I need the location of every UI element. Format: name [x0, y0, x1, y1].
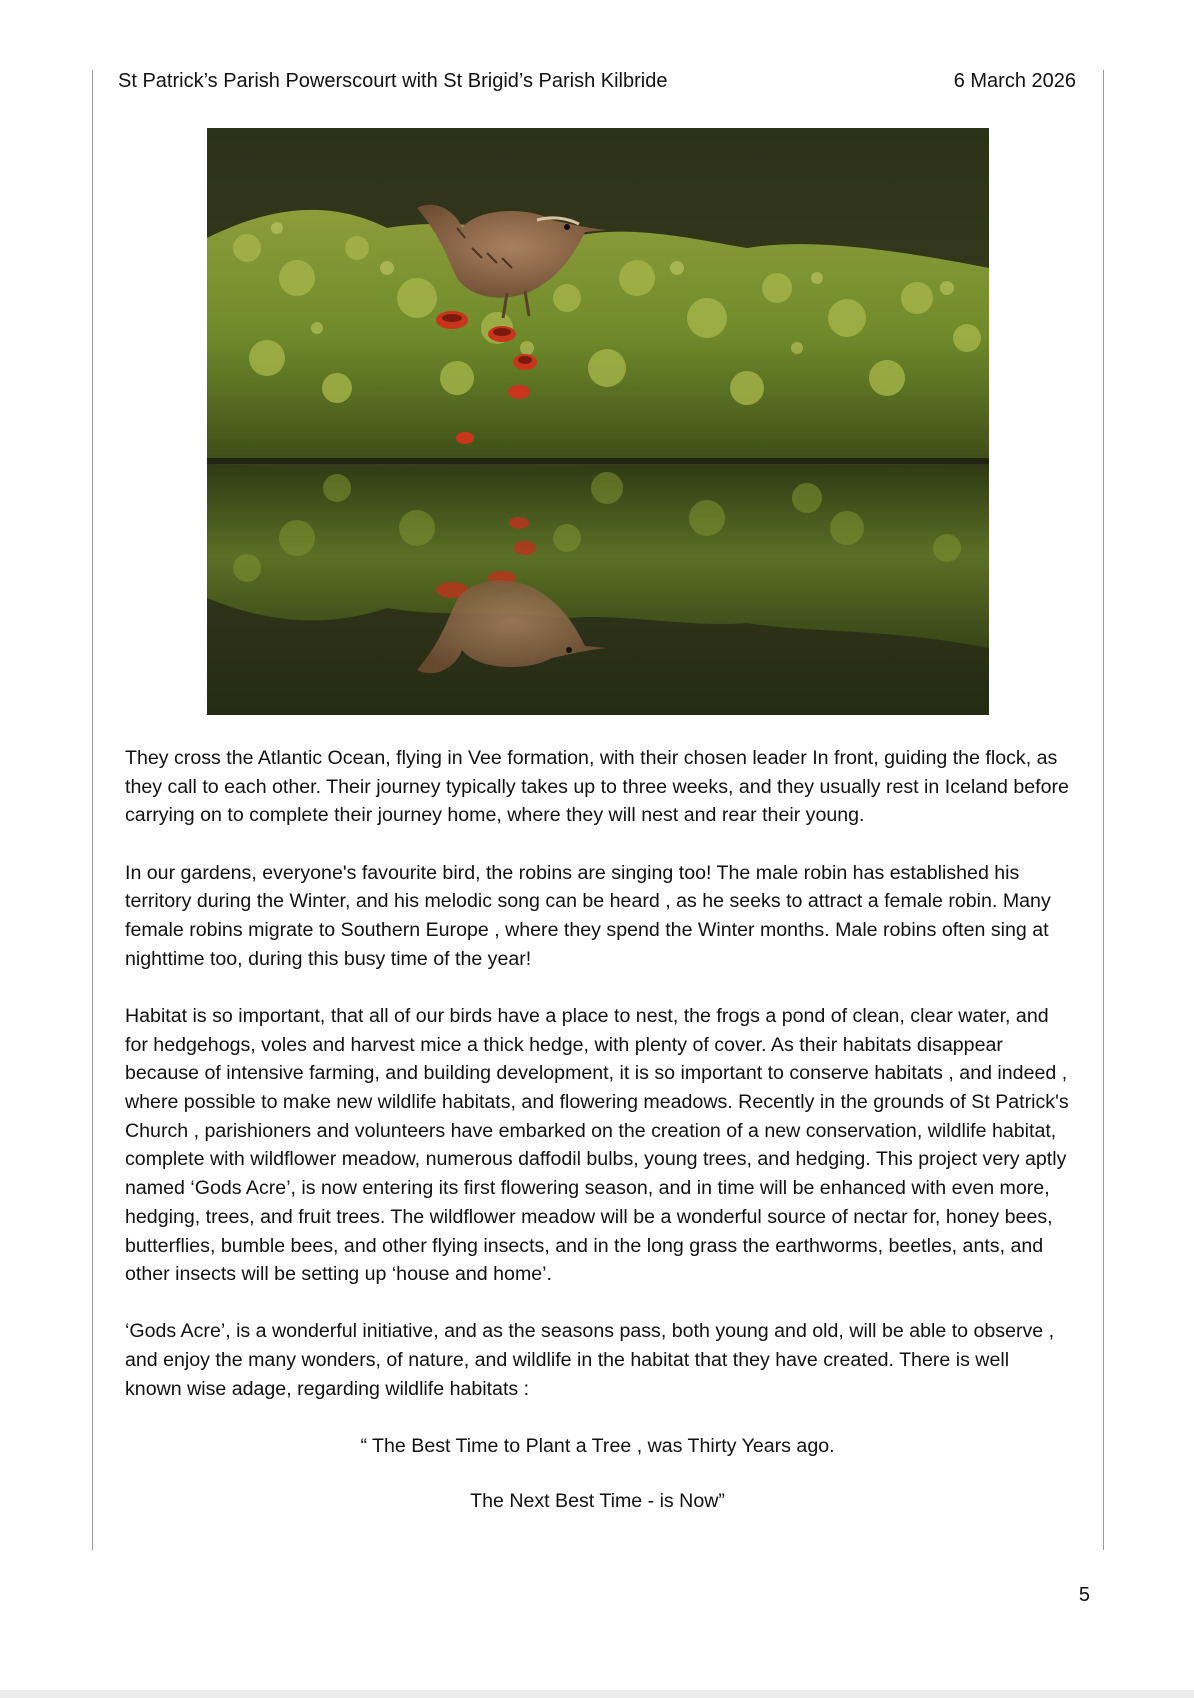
parish-name: St Patrick’s Parish Powerscourt with St Brigid’s Parish Kilbride — [118, 70, 668, 92]
left-margin-rule — [92, 70, 93, 1550]
quote-line-2: The Next Best Time - is Now” — [470, 1489, 725, 1512]
paragraph-migration: They cross the Atlantic Ocean, flying in Vee formation, with their chosen leader In front, guiding the flock, as they call to each other. Their journey typically takes up to three weeks, and they usually rest in Iceland before carrying on to complete their journey home, where they will nest and rear their young. — [125, 747, 1069, 827]
issue-date: 6 March 2026 — [953, 70, 1076, 92]
page-number: 5 — [1078, 1584, 1090, 1606]
page-bottom-band — [0, 1690, 1194, 1698]
paragraph-robins: In our gardens, everyone's favourite bird, the robins are singing too! The male robin has established his territory during the Winter, and his melodic song can be heard , as he seeks to attract a female robin. Many female robins migrate to Southern Europe , where they spend the Winter months. Male robins often sing at nighttime too, during this busy time of the year! — [125, 861, 1051, 970]
wren-on-moss-with-reflection-icon — [207, 128, 989, 715]
right-margin-rule — [1103, 70, 1104, 1550]
paragraph-habitat: Habitat is so important, that all of our birds have a place to nest, the frogs a pond of clean, clear water, and for hedgehogs, voles and harvest mice a thick hedge, with plenty of cover. As their habitats disappear because of intensive farming, and building development, it is so important to conserve habitats , and indeed , where possible to make new wildlife habitats, and flowering meadows. Recently in the grounds of St Patrick's Church , parishioners and volunteers have embarked on the creation of a new conservation, wildlife habitat, complete with wildflower meadow, numerous daffodil bulbs, young trees, and hedging. This project very aptly named ‘Gods Acre’, is now entering its first flowering season, and in time will be enhanced with even more, hedging, trees, and fruit trees. The wildflower meadow will be a wonderful source of nectar for, honey bees, butterflies, bumble bees, and other flying insects, and in the long grass the earthworms, beetles, ants, and other insects will be setting up ‘house and home’. — [125, 1004, 1069, 1286]
paragraph-gods-acre: ‘Gods Acre’, is a wonderful initiative, and as the seasons pass, both young and old, will be able to observe , and enjoy the many wonders, of nature, and wildlife in the habitat that they have created. There is well known wise adage, regarding wildlife habitats : — [125, 1320, 1055, 1400]
page-header — [118, 66, 1076, 96]
quote-line-1: “ The Best Time to Plant a Tree , was Thirty Years ago. — [360, 1435, 835, 1458]
article-body — [125, 744, 1070, 1544]
wren-photo — [207, 128, 989, 715]
